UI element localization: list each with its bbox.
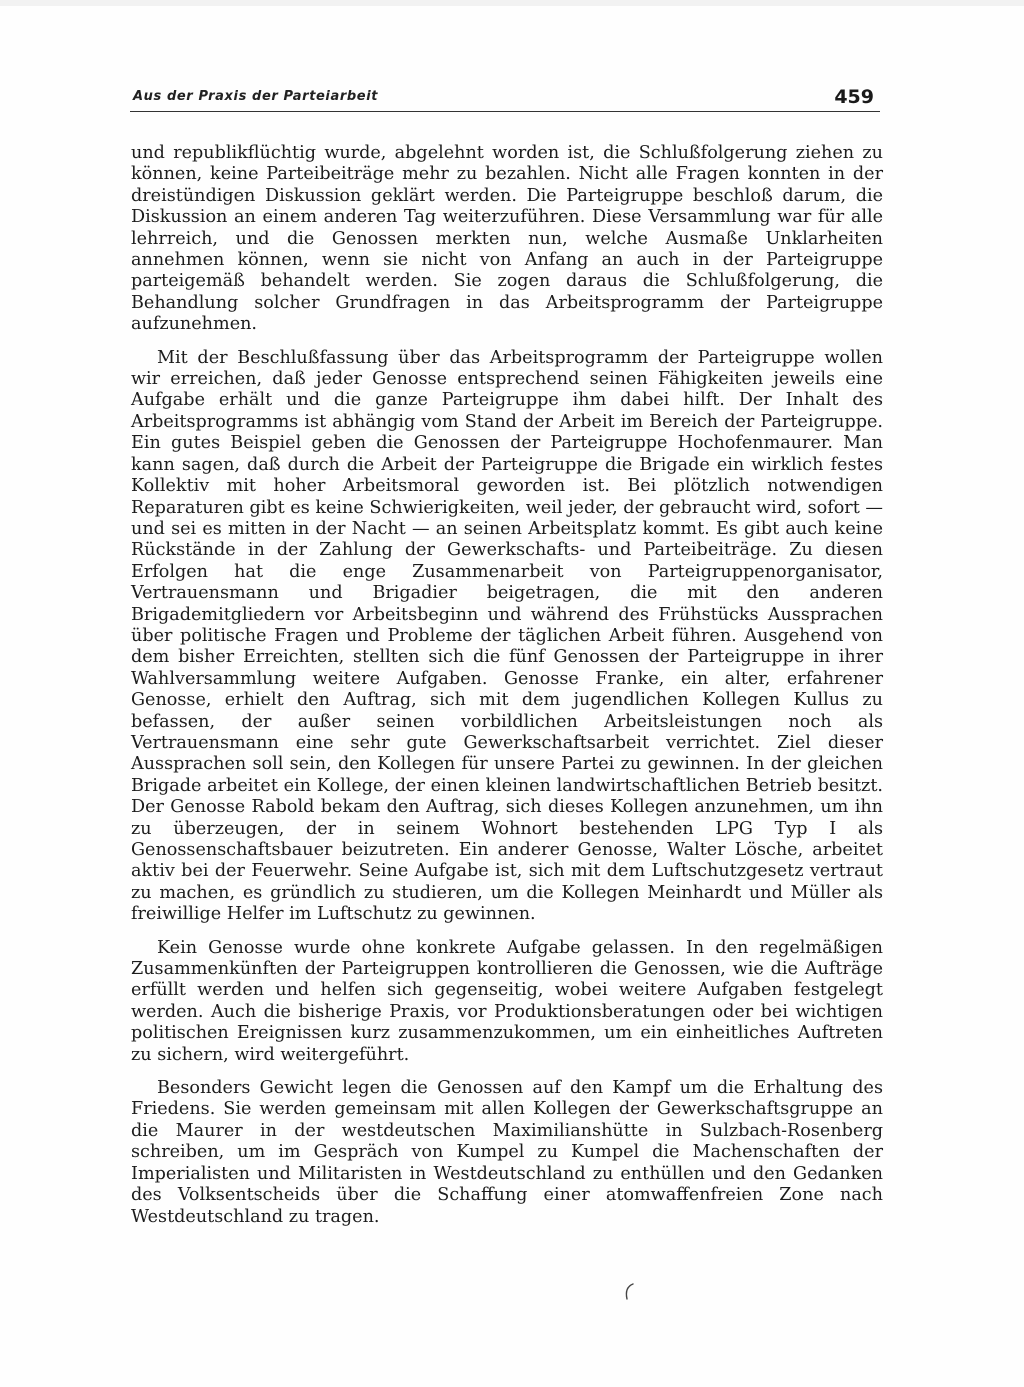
page-header xyxy=(130,86,880,116)
paragraph-1: und republikflüchtig wurde, abgelehnt worden ist, die Schlußfolgerung ziehen zu können, keine Parteibeiträge mehr zu bezahlen. Nicht alle Fragen konnten in der dreistündigen Diskussion geklärt werden. Die Parteigruppe beschloß darum, die Diskussion an einem anderen Tag weiterzuführen. Diese Versammlung war für alle lehrreich, und die Genossen merkten nun, welche Ausmaße Unklarheiten annehmen können, wenn sie nicht von Anfang an auch in der Parteigruppe parteigemäß behandelt werden. Sie zogen daraus die Schlußfolgerung, die Behandlung solcher Grundfragen in das Arbeitsprogramm der Parteigruppe aufzunehmen. xyxy=(131,143,883,335)
running-head: Aus der Praxis der Parteiarbeit xyxy=(133,89,379,104)
page-number: 459 xyxy=(834,86,874,108)
body-text xyxy=(131,143,883,1228)
paragraph-4: Besonders Gewicht legen die Genossen auf den Kampf um die Erhaltung des Friedens. Sie werden gemeinsam mit allen Kollegen der Gewerkschaftsgruppe an die Maurer in der westdeutschen Maximilianshütte in Sulzbach-Rosenberg schreiben, um im Gespräch von Kumpel zu Kumpel die Machenschaften der Imperialisten und Militaristen in Westdeutschland zu enthüllen und den Gedanken des Volksentscheids über die Schaffung einer atomwaffenfreien Zone nach Westdeutschland zu tragen. xyxy=(131,1078,883,1227)
header-rule xyxy=(130,111,880,112)
pencil-mark xyxy=(620,1281,640,1303)
paragraph-2: Mit der Beschlußfassung über das Arbeitsprogramm der Parteigruppe wollen wir erreichen, daß jeder Genosse entsprechend seinen Fähigkeiten jeweils eine Aufgabe erhält und die ganze Parteigruppe ihm dabei hilft. Der Inhalt des Arbeitsprogramms ist abhängig vom Stand der Arbeit im Bereich der Parteigruppe. Ein gutes Beispiel geben die Genossen der Parteigruppe Hochofenmaurer. Man kann sagen, daß durch die Arbeit der Parteigruppe die Brigade ein wirklich festes Kollektiv mit hoher Arbeitsmoral geworden ist. Bei plötzlich notwendigen Reparaturen gibt es keine Schwierigkeiten, weil jeder, der gebraucht wird, sofort — und sei es mitten in der Nacht — an seinen Arbeitsplatz kommt. Es gibt auch keine Rückstände in der Zahlung der Gewerkschafts- und Parteibeiträge. Zu diesen Erfolgen hat die enge Zusammenarbeit von Parteigruppenorganisator, Vertrauensmann und Brigadier beigetragen, die mit den anderen Brigademitgliedern vor Arbeitsbeginn und während des Frühstücks Aussprachen über politische Fragen und Probleme der täglichen Arbeit führen. Ausgehend von dem bisher Erreichten, stellten sich die fünf Genossen der Parteigruppe in ihrer Wahlversammlung weitere Aufgaben. Genosse Franke, ein alter, erfahrener Genosse, erhielt den Auftrag, sich mit dem jugendlichen Kollegen Kullus zu befassen, der außer seinen vorbildlichen Arbeitsleistungen noch als Vertrauensmann eine sehr gute Gewerkschaftsarbeit verrichtet. Ziel dieser Aussprachen soll sein, den Kollegen für unsere Partei zu gewinnen. In der gleichen Brigade arbeitet ein Kollege, der einen kleinen landwirtschaftlichen Betrieb besitzt. Der Genosse Rabold bekam den Auftrag, sich dieses Kollegen anzunehmen, um ihn zu überzeugen, der in seinem Wohnort bestehenden LPG Typ I als Genossenschaftsbauer beizutreten. Ein anderer Genosse, Walter Lösche, arbeitet aktiv bei der Feuerwehr. Seine Aufgabe ist, sich mit dem Luftschutzgesetz vertraut zu machen, es gründlich zu studieren, um die Kollegen Meinhardt und Müller als freiwillige Helfer im Luftschutz zu gewinnen. xyxy=(131,347,883,925)
paragraph-3: Kein Genosse wurde ohne konkrete Aufgabe gelassen. In den regelmäßigen Zusammenkünften der Parteigruppen kontrollieren die Genossen, wie die Aufträge erfüllt werden und helfen sich gegenseitig, wobei weitere Aufgaben festgelegt werden. Auch die bisherige Praxis, vor Produktionsberatungen oder bei wichtigen politischen Ereignissen kurz zusammenzukommen, um ein einheitliches Auftreten zu sichern, wird weitergeführt. xyxy=(131,937,883,1065)
scan-edge xyxy=(0,0,1024,6)
